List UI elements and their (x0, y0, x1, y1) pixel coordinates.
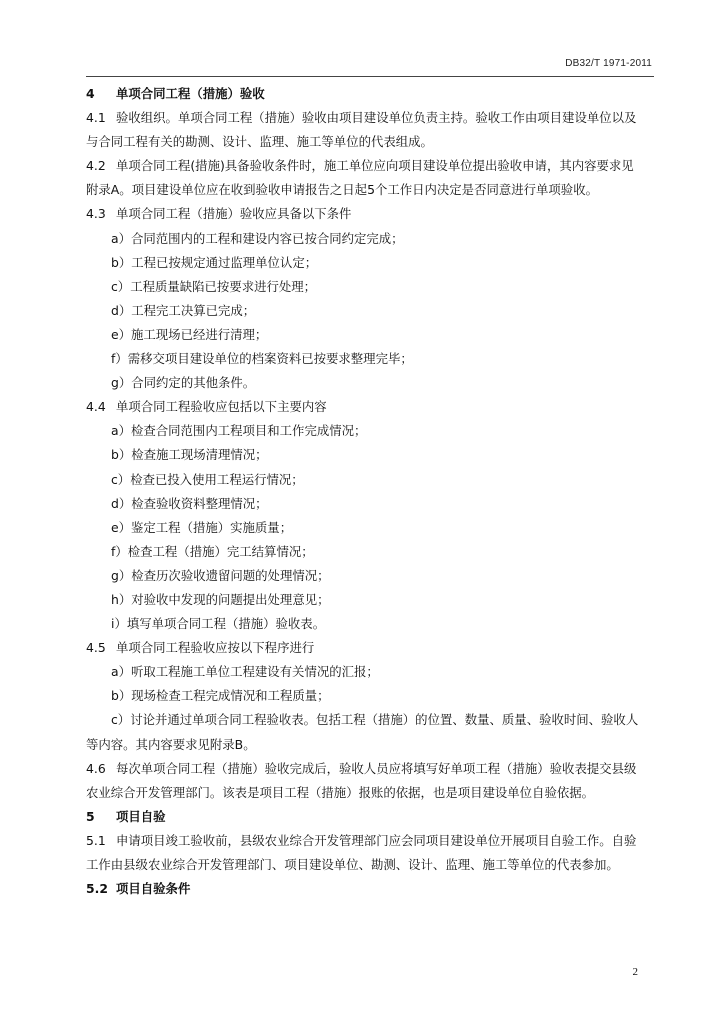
line-text: f）需移交项目建设单位的档案资料已按要求整理完毕； (111, 351, 413, 367)
clause-number: 4.4 (86, 399, 106, 415)
line-text: 农业综合开发管理部门。该表是项目工程（措施）报账的依据，也是项目建设单位自验依据。 (86, 784, 595, 800)
document-code: DB32/T 1971-2011 (565, 58, 652, 69)
paragraph-line (86, 781, 658, 805)
line-text: f）检查工程（措施）完工结算情况； (111, 543, 314, 559)
line-text: 附录A。项目建设单位应在收到验收申请报告之日起5个工作日内决定是否同意进行单项验收。 (86, 182, 598, 198)
clause-number: 5.2 (86, 881, 108, 897)
paragraph-line (86, 130, 658, 154)
section-heading (86, 82, 658, 106)
line-text: b）现场检查工程完成情况和工程质量； (111, 688, 330, 704)
paragraph-line (86, 106, 658, 130)
line-text: e）鉴定工程（措施）实施质量； (111, 519, 293, 535)
line-text: 单项合同工程(措施)具备验收条件时，施工单位应向项目建设单位提出验收申请，其内容要求见 (116, 158, 634, 174)
clause-number: 4.2 (86, 158, 106, 174)
line-text: 每次单项合同工程（措施）验收完成后，验收人员应将填写好单项工程（措施）验收表提交县级 (116, 760, 637, 776)
line-text: g）合同约定的其他条件。 (111, 375, 256, 391)
section-heading (86, 805, 658, 829)
list-item (86, 275, 658, 299)
line-text: 项目自验条件 (116, 881, 191, 897)
list-item (86, 588, 658, 612)
line-text: 与合同工程有关的勘测、设计、监理、施工等单位的代表组成。 (86, 134, 433, 150)
list-item (86, 371, 658, 395)
clause-number: 4 (86, 86, 95, 101)
page-number: 2 (632, 966, 638, 978)
paragraph-line (86, 154, 658, 178)
list-item (86, 492, 658, 516)
list-item (86, 540, 658, 564)
list-item (86, 468, 658, 492)
list-item (86, 684, 658, 708)
list-item (86, 323, 658, 347)
clause-number: 4.5 (86, 640, 106, 656)
list-item (86, 347, 658, 371)
line-text: i）填写单项合同工程（措施）验收表。 (111, 616, 326, 632)
line-text: 工作由县级农业综合开发管理部门、项目建设单位、勘测、设计、监理、施工等单位的代表参加。 (86, 857, 619, 872)
line-text: a）听取工程施工单位工程建设有关情况的汇报； (111, 664, 379, 680)
line-text: 项目自验 (116, 808, 166, 824)
list-item (86, 612, 658, 636)
line-text: d）工程完工决算已完成； (111, 302, 256, 318)
line-text: d）检查验收资料整理情况； (111, 495, 268, 511)
clause-number: 5 (86, 808, 95, 824)
clause-number: 4.6 (86, 760, 106, 776)
section-heading (86, 877, 658, 901)
line-text: a）合同范围内的工程和建设内容已按合同约定完成； (111, 230, 404, 246)
document-body (86, 82, 658, 901)
line-text: 单项合同工程（措施）验收 (116, 86, 265, 101)
paragraph-line (86, 829, 658, 853)
line-text: g）检查历次验收遗留问题的处理情况； (111, 567, 330, 583)
header-rule (86, 76, 654, 77)
clause-number: 4.3 (86, 206, 106, 222)
list-item (86, 251, 658, 275)
line-text: c）讨论并通过单项合同工程验收表。包括工程（措施）的位置、数量、质量、验收时间、验收人 (111, 712, 639, 728)
paragraph-line (86, 636, 658, 660)
paragraph-line (86, 733, 658, 757)
list-item (86, 419, 658, 443)
list-item (86, 708, 658, 732)
list-item (86, 299, 658, 323)
line-text: 申请项目竣工验收前，县级农业综合开发管理部门应会同项目建设单位开展项目自验工作。自验 (116, 832, 637, 848)
clause-number: 4.1 (86, 110, 106, 126)
paragraph-line (86, 178, 658, 202)
paragraph-line (86, 395, 658, 419)
paragraph-line (86, 202, 658, 226)
line-text: 单项合同工程（措施）验收应具备以下条件 (116, 206, 352, 222)
line-text: 验收组织。单项合同工程（措施）验收由项目建设单位负责主持。验收工作由项目建设单位以及 (116, 110, 637, 126)
line-text: c）工程质量缺陷已按要求进行处理； (111, 278, 317, 294)
list-item (86, 516, 658, 540)
paragraph-line (86, 853, 658, 877)
list-item (86, 443, 658, 467)
line-text: 等内容。其内容要求见附录B。 (86, 736, 256, 752)
line-text: b）检查施工现场清理情况； (111, 447, 268, 463)
line-text: 单项合同工程验收应按以下程序进行 (116, 640, 315, 656)
line-text: c）检查已投入使用工程运行情况； (111, 471, 304, 487)
list-item (86, 564, 658, 588)
paragraph-line (86, 757, 658, 781)
list-item (86, 227, 658, 251)
line-text: h）对验收中发现的问题提出处理意见； (111, 591, 330, 607)
clause-number: 5.1 (86, 832, 106, 848)
line-text: e）施工现场已经进行清理； (111, 326, 268, 342)
list-item (86, 660, 658, 684)
line-text: b）工程已按规定通过监理单位认定； (111, 254, 318, 270)
line-text: a）检查合同范围内工程项目和工作完成情况； (111, 423, 367, 439)
line-text: 单项合同工程验收应包括以下主要内容 (116, 399, 327, 415)
